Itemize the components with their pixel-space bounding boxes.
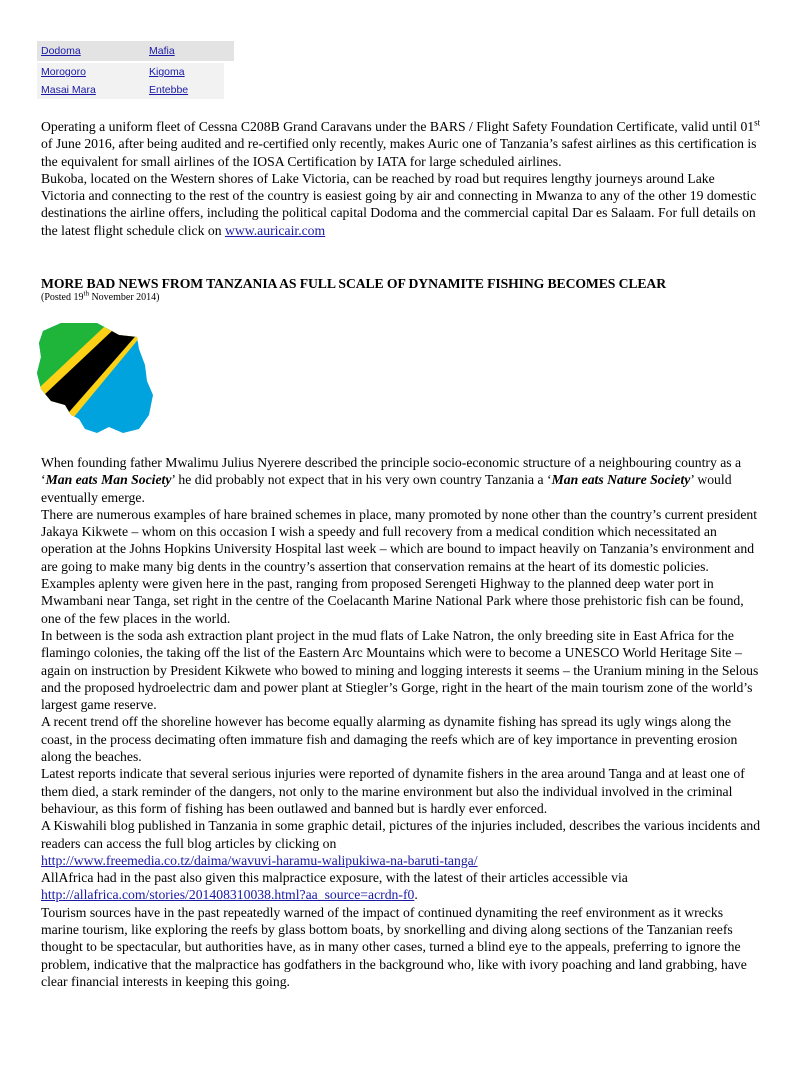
article-paragraph-1: When founding father Mwalimu Julius Nyerere described the principle socio-economic structure of a neighbouring country as a ‘Man eats Man Society’ he did probably not expect that in his very own country Tanzania a ‘Man eats Nature Society’ would eventually emerge.	[41, 455, 742, 505]
intro-paragraph-2: Bukoba, located on the Western shores of Lake Victoria, can be reached by road but requires lengthy journeys around Lake Victoria and connecting to the rest of the country is easiest going by air and connecting in Mwanza to any of the other 19 domestic destinations the airline offers, including the political capital Dodoma and the commercial capital Dar es Salaam. For full details on the latest flight schedule click on www.auricair.com	[41, 170, 757, 238]
link-mafia[interactable]: Mafia	[149, 45, 175, 57]
article-body	[41, 454, 761, 990]
tanzania-flag-map-image	[35, 323, 155, 435]
link-kigoma[interactable]: Kigoma	[149, 66, 185, 78]
article-paragraph-4: In between is the soda ash extraction plant project in the mud flats of Lake Natron, the only breeding site in East Africa for the flamingo colonies, the taking off the list of the Eastern Arc Mountains which were to become a UNESCO World Heritage Site – again on instruction by President Kikwete who bowed to mining and logging interests it seems – the Uranium mining in the Selous and the proposed hydroelectric dam and power plant at Stiegler’s Gorge, right in the heart of the main tourism zone of the world’s largest game reserve.	[41, 627, 759, 713]
allafrica-link[interactable]: http://allafrica.com/stories/201408310038.html?aa_source=acrdn-f0	[41, 887, 415, 903]
article-headline: MORE BAD NEWS FROM TANZANIA AS FULL SCALE OF DYNAMITE FISHING BECOMES CLEAR	[41, 276, 666, 291]
article-paragraph-7: A Kiswahili blog published in Tanzania in some graphic detail, pictures of the injuries included, describes the various incidents and readers can access the full blog articles by clicking on http://www.freemedia.co.tz/daima/wavuvi-haramu-walipukiwa-na-baruti-tanga/	[41, 818, 761, 868]
article-paragraph-8: AllAfrica had in the past also given this malpractice exposure, with the latest of their articles accessible via http://allafrica.com/stories/201408310038.html?aa_source=acrdn-f0.	[41, 870, 628, 903]
link-entebbe[interactable]: Entebbe	[149, 84, 189, 96]
destinations-row	[37, 81, 234, 99]
destinations-row	[37, 63, 234, 81]
article-paragraph-6: Latest reports indicate that several serious injuries were reported of dynamite fishers in the area around Tanga and at least one of them died, a stark reminder of the dangers, not only to the marine environment but also the individual involved in the criminal behaviour, as this form of fishing has been outlawed and banned but is hardly ever enforced.	[41, 766, 745, 816]
article-paragraph-9: Tourism sources have in the past repeatedly warned of the impact of continued dynamiting the reef environment as it wrecks marine tourism, like exploring the reefs by glass bottom boats, by snorkelling and diving along sections of the Tanzanian reefs thought to be spectacular, but authorities have, as in many other cases, turned a blind eye to the appeals, preferring to ignore the problem, indicative that the malpractice has godfathers in the background who, like with ivory poaching and land grabbing, have clear financial interests in keeping this going.	[41, 904, 747, 989]
article-paragraph-3: Examples aplenty were given here in the past, ranging from proposed Serengeti Highway to the planned deep water port in Mwambani near Tanga, set right in the centre of the Coelacanth Marine National Park where those prehistoric fish can be found, one of the few places in the world.	[41, 576, 744, 626]
article-paragraph-5: A recent trend off the shoreline however has become equally alarming as dynamite fishing has spread its ugly wings along the coast, in the process decimating often immature fish and damaging the reefs which are of key importance in preventing erosion along the beaches.	[41, 714, 738, 765]
article-paragraph-2: There are numerous examples of hare brained schemes in place, many promoted by none other than the country’s current president Jakaya Kikwete – whom on this occasion I wish a speedy and full recovery from a medical condition which necessitated an operation at the Johns Hopkins University Hospital last week – which are bound to impact heavily on Tanzania’s environment and are going to make many big dents in the country’s assertion that conservation remains at the heart of its domestic policies.	[41, 506, 758, 574]
link-morogoro[interactable]: Morogoro	[41, 66, 86, 78]
auricair-link[interactable]: www.auricair.com	[224, 222, 326, 238]
intro-paragraph-1: Operating a uniform fleet of Cessna C208B Grand Caravans under the BARS / Flight Safety Foundation Certificate, valid until 01st of June 2016, after being audited and re-certified only recently, makes Auric one of Tanzania’s safest airlines as this certification is the equivalent for small airlines of the IOSA Certification by IATA for large scheduled airlines.	[41, 117, 761, 169]
destinations-row	[37, 41, 234, 61]
link-masai-mara[interactable]: Masai Mara	[41, 84, 96, 96]
intro-section	[41, 118, 761, 239]
link-dodoma[interactable]: Dodoma	[41, 45, 81, 57]
posted-date: (Posted 19th November 2014)	[41, 289, 160, 303]
destinations-link-table	[37, 41, 234, 99]
freemedia-link[interactable]: http://www.freemedia.co.tz/daima/wavuvi-haramu-walipukiwa-na-baruti-tanga/	[41, 852, 478, 868]
